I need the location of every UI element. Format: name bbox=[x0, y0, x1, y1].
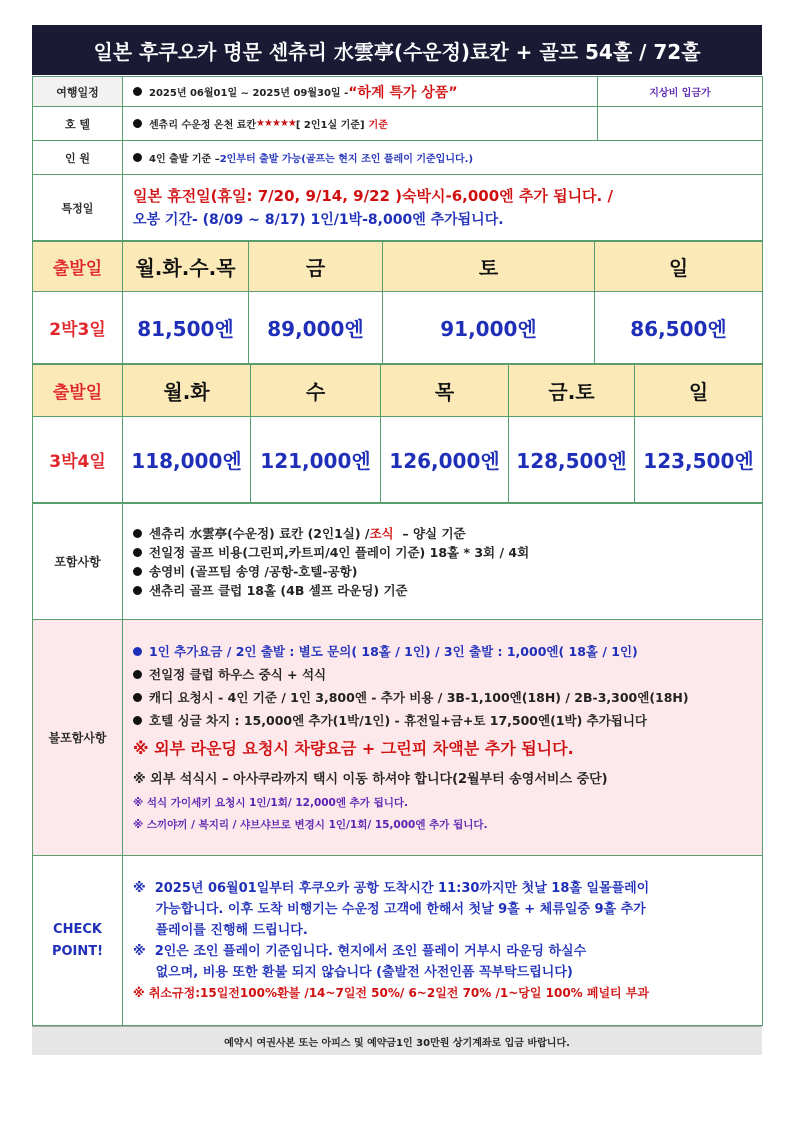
check-line: 없으며, 비용 또한 환불 되지 않습니다 (출발전 사전인폼 꼭부탁드립니다) bbox=[133, 964, 573, 980]
check-line: ※ 2인은 조인 플레이 기준입니다. 현지에서 조인 플레이 거부시 라운딩 하실수 bbox=[133, 943, 587, 959]
star-rating-icon: ★★★★★ bbox=[256, 118, 296, 129]
day-header: 금.토 bbox=[509, 365, 635, 417]
special-line-1: 일본 휴전일(휴일: 7/20, 9/14, 9/22 )숙박시-6,000엔 추가 됩니다. / bbox=[133, 186, 613, 205]
day-header: 일 bbox=[635, 365, 763, 417]
price-cell: 128,500엔 bbox=[509, 417, 635, 503]
day-header: 월.화 bbox=[123, 365, 251, 417]
price-cell: 89,000엔 bbox=[249, 292, 383, 364]
check-line: 가능합니다. 이후 도착 비행기는 수운정 고객에 한해서 첫날 9홀 + 체류일중 9홀 추가 bbox=[133, 901, 646, 917]
included-item: 송영비 (골프팀 송영 /공항-호텔-공항) bbox=[133, 562, 762, 581]
price-cell: 86,500엔 bbox=[595, 292, 763, 364]
excluded-item: 캐디 요청시 - 4인 기준 / 1인 3,800엔 - 추가 비용 / 3B-1,100엔(18H) / 2B-3,300엔(18H) bbox=[133, 686, 762, 709]
bullet-icon bbox=[133, 153, 142, 162]
check-line: ※ 취소규정:15일전100%환불 /14~7일전 50%/ 6~2일전 70% /1~당일 100% 페널티 부과 bbox=[133, 985, 650, 1000]
bullet-icon bbox=[133, 87, 142, 96]
duration-label: 3박4일 bbox=[33, 417, 123, 503]
pricing-table-2n3d bbox=[32, 241, 763, 364]
hotel-label: 호 텔 bbox=[33, 107, 123, 141]
pricing-table-3n4d bbox=[32, 364, 763, 503]
check-point-label: CHECK POINT! bbox=[33, 856, 123, 1026]
people-cell bbox=[123, 141, 763, 175]
included-item: 센츄리 水雲亭(수운정) 료칸 (2인1실) / 조식 – 양실 기준 bbox=[133, 524, 762, 543]
price-cell: 123,500엔 bbox=[635, 417, 763, 503]
included-item: 샌츄리 골프 클럽 18홀 (4B 셀프 라운딩) 기준 bbox=[133, 581, 762, 600]
day-header: 목 bbox=[381, 365, 509, 417]
hotel-basis: [ 2인1실 기준] bbox=[295, 120, 365, 131]
excluded-note: ※ 석식 가이세키 요청시 1인/1회/ 12,000엔 추가 됩니다. bbox=[133, 797, 409, 809]
price-cell: 126,000엔 bbox=[381, 417, 509, 503]
special-cell bbox=[123, 175, 763, 241]
hotel-empty-cell bbox=[598, 107, 763, 141]
bullet-icon bbox=[133, 119, 142, 128]
hotel-cell bbox=[123, 107, 598, 141]
price-cell: 91,000엔 bbox=[383, 292, 595, 364]
page-title: 일본 후쿠오카 명문 센츄리 水雲亭(수운정)료칸 + 골프 54홀 / 72홀 bbox=[32, 25, 762, 75]
document bbox=[32, 25, 762, 1055]
bullet-icon bbox=[133, 647, 142, 656]
day-header: 일 bbox=[595, 242, 763, 292]
special-label: 특정일 bbox=[33, 175, 123, 241]
excluded-item: 1인 추가요금 / 2인 출발 : 별도 문의( 18홀 / 1인) / 3인 출발 : 1,000엔( 18홀 / 1인) bbox=[133, 640, 762, 663]
hotel-text: 센츄리 수운정 온천 료칸 bbox=[149, 120, 257, 131]
excluded-item: 전일정 클럽 하우스 중식 + 석식 bbox=[133, 663, 762, 686]
price-cell: 81,500엔 bbox=[123, 292, 249, 364]
period-cell bbox=[123, 77, 598, 107]
bullet-icon bbox=[133, 567, 142, 576]
bullet-icon bbox=[133, 548, 142, 557]
check-line: 플레이를 진행해 드립니다. bbox=[133, 922, 308, 938]
day-header: 금 bbox=[249, 242, 383, 292]
included-label: 포함사항 bbox=[33, 504, 123, 620]
day-header: 토 bbox=[383, 242, 595, 292]
bullet-icon bbox=[133, 716, 142, 725]
bullet-icon bbox=[133, 670, 142, 679]
check-point-list bbox=[123, 856, 763, 1026]
price-cell: 118,000엔 bbox=[123, 417, 251, 503]
footer-notice: 예약시 여권사본 또는 아피스 및 예약금1인 30만원 상기계좌로 입금 바랍니다. bbox=[32, 1026, 762, 1055]
price-cell: 121,000엔 bbox=[251, 417, 381, 503]
check-line: ※ 2025년 06월01일부터 후쿠오카 공항 도착시간 11:30까지만 첫날 18홀 일몰플레이 bbox=[133, 880, 650, 896]
period-text: 2025년 06월01일 ~ 2025년 09월30일 - bbox=[149, 88, 349, 99]
excluded-note: ※ 외부 라운딩 요청시 차량요금 + 그린피 차액분 추가 됩니다. bbox=[133, 739, 574, 758]
excluded-label: 불포함사항 bbox=[33, 620, 123, 856]
bullet-icon bbox=[133, 586, 142, 595]
special-line-2: 오봉 기간- (8/09 ~ 8/17) 1인/1박-8,000엔 추가됩니다. bbox=[133, 211, 504, 228]
duration-label: 2박3일 bbox=[33, 292, 123, 364]
departure-day-label: 출발일 bbox=[33, 242, 123, 292]
bullet-icon bbox=[133, 693, 142, 702]
hotel-tag: 기준 bbox=[368, 120, 388, 131]
excluded-note: ※ 외부 석식시 – 아사쿠라까지 택시 이동 하셔야 합니다(2월부터 송영서비스 중단) bbox=[133, 772, 608, 787]
details-table bbox=[32, 503, 763, 1026]
bullet-icon bbox=[133, 529, 142, 538]
excluded-note: ※ 스끼야끼 / 복지리 / 샤브샤브로 변경시 1인/1회/ 15,000엔 추가 됩니다. bbox=[133, 819, 488, 831]
period-highlight: “하계 특가 상품” bbox=[348, 84, 458, 101]
people-note: 2인부터 출발 가능(골프는 현지 조인 플레이 기준입니다.) bbox=[219, 154, 474, 165]
day-header: 수 bbox=[251, 365, 381, 417]
people-label: 인 원 bbox=[33, 141, 123, 175]
info-table bbox=[32, 76, 763, 241]
included-list bbox=[123, 504, 763, 620]
excluded-item: 호텔 싱글 차지 : 15,000엔 추가(1박/1인) - 휴전일+금+토 17,500엔(1박) 추가됩니다 bbox=[133, 709, 762, 732]
day-header: 월.화.수.목 bbox=[123, 242, 249, 292]
excluded-list bbox=[123, 620, 763, 856]
departure-day-label: 출발일 bbox=[33, 365, 123, 417]
period-note: 지상비 입금가 bbox=[598, 77, 763, 107]
included-item: 전일정 골프 비용(그린피,카트피/4인 플레이 기준) 18홀 * 3회 / 4회 bbox=[133, 543, 762, 562]
people-text: 4인 출발 기준 – bbox=[149, 154, 220, 165]
period-label: 여행일정 bbox=[33, 77, 123, 107]
